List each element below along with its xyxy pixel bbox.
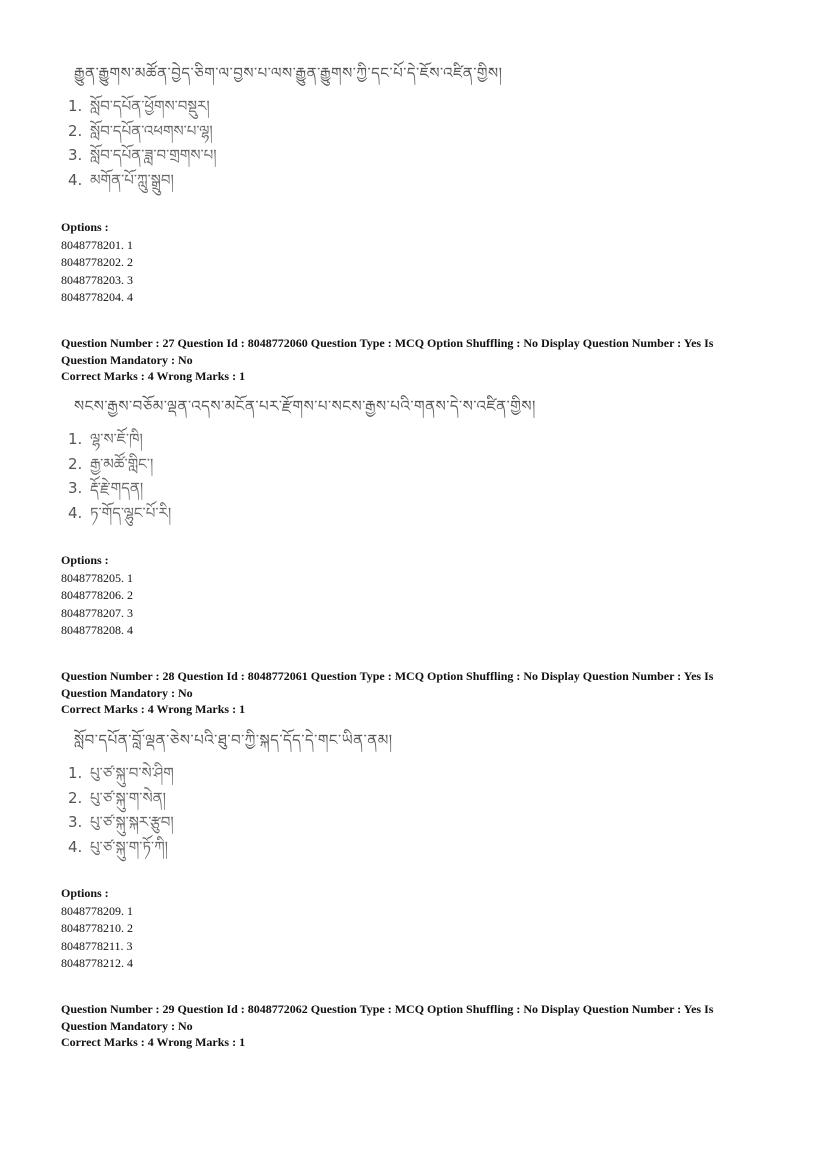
- choice-item: [62, 810, 462, 835]
- marks-info: Correct Marks : 4 Wrong Marks : 1: [61, 1035, 246, 1049]
- option-id: 8048778209. 1: [61, 903, 133, 918]
- choice-item: [62, 427, 462, 452]
- choice-text: རྡོ་རྗེ་གདན།: [90, 479, 144, 497]
- choice-text: མགོན་པོ་ཀླུ་སྒྲུབ།: [90, 170, 174, 189]
- option-id: 8048778208. 4: [61, 623, 133, 637]
- choice-item: [62, 476, 462, 501]
- option-id: 8048778202. 2: [61, 255, 133, 269]
- option-id: 8048778201. 1: [61, 237, 133, 252]
- choice-number: 4.: [68, 503, 83, 522]
- choice-list: [62, 761, 462, 859]
- options-block: [61, 219, 133, 307]
- option-id: 8048778205. 1: [61, 570, 133, 585]
- option-id: 8048778204. 4: [61, 290, 133, 304]
- option-id: 8048778207. 3: [61, 605, 133, 620]
- choice-text: སློབ་དཔོན་ཟླ་བ་གྲགས་པ།: [90, 146, 217, 164]
- choice-number: 1.: [68, 430, 83, 448]
- question-info: Question Number : 27 Question Id : 8048772060 Question Type : MCQ Option Shuffling : No Display Question Number : Yes Is Question Mandatory : No: [61, 336, 714, 367]
- choice-number: 1.: [68, 97, 83, 115]
- choice-number: 4.: [68, 170, 83, 189]
- choice-item: [62, 168, 462, 193]
- choice-number: 2.: [68, 454, 83, 473]
- options-block: [61, 885, 133, 973]
- choice-item: [62, 119, 462, 144]
- option-id: 8048778211. 3: [61, 938, 133, 953]
- choice-text: ལྷ་ས་ཇོ་ཁི།: [90, 430, 143, 448]
- choice-text: པུ་ཙ་སྐུ་བ་སེ་ཤིག: [90, 764, 174, 782]
- choice-number: 1.: [68, 764, 83, 782]
- choice-text: པུ་ཙ་སྐུ་ག་སེན།: [90, 788, 166, 807]
- options-label: Options :: [61, 553, 109, 567]
- choice-text: རྒྱ་མཚོ་གླིང་།: [90, 454, 154, 473]
- choice-item: [62, 786, 462, 811]
- question-image-27: [62, 395, 536, 525]
- question-image-28: [62, 729, 462, 859]
- question-meta: [61, 335, 761, 385]
- marks-info: Correct Marks : 4 Wrong Marks : 1: [61, 702, 246, 716]
- choice-number: 3.: [68, 146, 83, 164]
- choice-list: [62, 427, 462, 525]
- option-id: 8048778210. 2: [61, 921, 133, 935]
- choice-number: 3.: [68, 479, 83, 497]
- choice-text: སློབ་དཔོན་ཕྱོགས་བསྡུར།: [90, 97, 210, 115]
- question-image-26: [62, 62, 503, 192]
- option-id: 8048778212. 4: [61, 956, 133, 970]
- question-info: Question Number : 29 Question Id : 8048772062 Question Type : MCQ Option Shuffling : No Display Question Number : Yes Is Question Mandatory : No: [61, 1002, 714, 1033]
- option-id: 8048778203. 3: [61, 272, 133, 287]
- choice-item: [62, 835, 462, 860]
- option-id: 8048778206. 2: [61, 588, 133, 602]
- question-info: Question Number : 28 Question Id : 8048772061 Question Type : MCQ Option Shuffling : No Display Question Number : Yes Is Question Mandatory : No: [61, 669, 714, 700]
- choice-item: [62, 94, 462, 119]
- choice-number: 2.: [68, 788, 83, 807]
- choice-number: 2.: [68, 121, 83, 140]
- options-block: [61, 552, 133, 640]
- question-stem: སངས་རྒྱས་བཅོམ་ལྡན་འདས་མངོན་པར་རྫོགས་པ་སངས་རྒྱས་པའི་གནས་དེ་ས་འཛིན་གྱིས།: [74, 397, 536, 415]
- question-meta: [61, 668, 761, 718]
- question-stem: རྒྱུན་རྒྱུགས་མཚོན་བྱེད་ཅིག་ལ་བྱས་པ་ལས་རྒྱུན་རྒྱུགས་ཀྱི་དང་པོ་དེ་ཇོས་འཛིན་གྱིས།: [74, 64, 503, 82]
- choice-number: 3.: [68, 813, 83, 831]
- options-label: Options :: [61, 886, 109, 900]
- choice-item: [62, 501, 462, 526]
- choice-item: [62, 452, 462, 477]
- choice-text: པུ་ཙ་སྐུ་ག་ཏོ་ཀི།: [90, 837, 169, 856]
- choice-item: [62, 761, 462, 786]
- question-meta: [61, 1001, 761, 1051]
- choice-text: སློབ་དཔོན་འཕགས་པ་ལྷ།: [90, 121, 213, 140]
- choice-text: པུ་ཙ་སྐུ་སྐར་རྩུབ།: [90, 813, 174, 831]
- choice-text: ཏ་གོད་ལྷུང་པོ་རི།: [90, 503, 172, 522]
- options-label: Options :: [61, 220, 109, 234]
- question-stem: སློབ་དཔོན་བློ་ལྡན་ཅེས་པའི་ཐུ་བ་ཀྱི་སྐད་དོད་དེ་གང་ཡིན་ནམ།: [74, 731, 393, 749]
- choice-list: [62, 94, 462, 192]
- marks-info: Correct Marks : 4 Wrong Marks : 1: [61, 369, 246, 383]
- choice-item: [62, 143, 462, 168]
- choice-number: 4.: [68, 837, 83, 856]
